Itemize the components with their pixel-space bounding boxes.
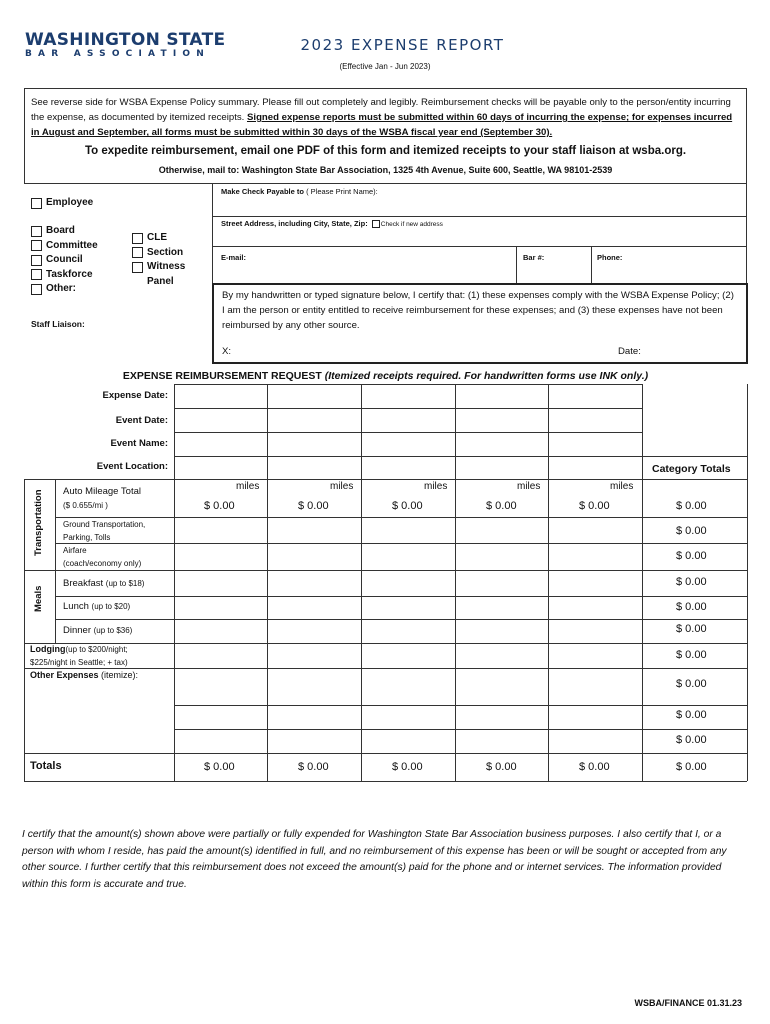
footer-certification: I certify that the amount(s) shown above were partially or fully expended for Washington State Bar Association business purposes. I also certify that I, or a person with whom I reside, has paid the amount(s) identified in full, and no reimbursement of this expense has been or will be sought or accepted from any other source. I further certify that this reimbursement does not exceed the amount(s) paid for the phone and or internet services. The information provided within this form is accurate and true. (22, 829, 727, 890)
grid-row-line (174, 456, 642, 457)
new-address-label: Check if new address (380, 221, 443, 228)
grid-row-line (24, 479, 747, 480)
grid-side-divider (55, 479, 56, 643)
miles-label-3: miles (424, 481, 448, 492)
grid-col-line (174, 384, 175, 781)
lunch-limit: (up to $20) (91, 602, 131, 611)
mileage-amount-3[interactable]: $ 0.00 (392, 500, 423, 512)
miles-label-1: miles (236, 481, 260, 492)
dinner-text: Dinner (63, 625, 91, 636)
event-location-label: Event Location: (96, 461, 168, 472)
lunch-label (63, 601, 130, 612)
breakfast-label (63, 578, 144, 589)
email-label: E-mail: (221, 253, 247, 262)
other-label: Other: (46, 283, 76, 294)
miles-label-5: miles (610, 481, 634, 492)
taskforce-label: Taskforce (46, 268, 93, 280)
grid-col-line (361, 384, 362, 781)
other-expenses-note: (itemize): (101, 670, 139, 680)
ground-transport-line1: Ground Transportation, (63, 520, 146, 529)
signature-certification-text: By my handwritten or typed signature below, I certify that: (1) these expenses comply with the WSBA Expense Policy; (2) I am the person or entity entitled to receive reimbursement for these expenses; and (3) these expenses have not been reimbursed by any other source. (222, 290, 734, 331)
category-total-7[interactable]: $ 0.00 (676, 649, 707, 661)
phone-label: Phone: (597, 253, 623, 262)
grid-col-line (642, 384, 643, 781)
category-total-4[interactable]: $ 0.00 (676, 576, 707, 588)
bar-number-label: Bar #: (523, 253, 545, 262)
grid-row-line (24, 781, 747, 782)
category-total-9[interactable]: $ 0.00 (676, 709, 707, 721)
meals-label: Meals (33, 585, 44, 612)
grid-col-line (548, 384, 549, 781)
instructions-intro: See reverse side for WSBA Expense Policy summary. Please fill out completely and legibly. Reimbursement checks will be payable only to the person/entity incurring the expense, as documented by itemized receipts. (31, 97, 731, 123)
breakfast-limit: (up to $18) (105, 579, 145, 588)
grid-col-line (747, 384, 748, 781)
column-total-3[interactable]: $ 0.00 (392, 761, 423, 773)
lodging-label (30, 643, 128, 669)
ground-transport-line2: Parking, Tolls (63, 532, 111, 542)
cle-label: CLE (147, 232, 167, 243)
mileage-rate: ($ 0.655/mi ) (63, 501, 108, 510)
grid-row-line (174, 408, 642, 409)
expense-date-label: Expense Date: (102, 390, 168, 401)
category-total-11[interactable]: $ 0.00 (676, 761, 707, 773)
category-total-3[interactable]: $ 0.00 (676, 550, 707, 562)
other-expenses-text: Other Expenses (30, 670, 99, 680)
miles-label-2: miles (330, 481, 354, 492)
council-label: Council (46, 254, 83, 265)
employee-label: Employee (46, 197, 94, 208)
lodging-limit-1: (up to $200/night; (65, 645, 128, 654)
instructions-deadline: Signed expense reports must be submitted within 60 days of incurring the expense; for expenses incurred in August and September, all forms must be submitted within 30 days of the WSBA fiscal year end (September 30). (31, 112, 733, 138)
dinner-label (63, 625, 132, 636)
column-total-5[interactable]: $ 0.00 (579, 761, 610, 773)
logo-line-2: BAR ASSOCIATION (25, 49, 210, 59)
column-total-4[interactable]: $ 0.00 (486, 761, 517, 773)
check-payable-note: ( Please Print Name): (306, 187, 378, 196)
column-total-1[interactable]: $ 0.00 (204, 761, 235, 773)
grid-col-line (267, 384, 268, 781)
expense-heading-text: EXPENSE REIMBURSEMENT REQUEST (122, 370, 322, 382)
mileage-amount-5[interactable]: $ 0.00 (579, 500, 610, 512)
page-subtitle: (Effective Jan - Jun 2023) (339, 62, 431, 71)
street-address-label: Street Address, including City, State, Zip: (221, 219, 368, 228)
airfare-line2: (coach/economy only) (63, 558, 142, 568)
email-instructions: To expedite reimbursement, email one PDF of this form and itemized receipts to your staff liaison at wsba.org. (84, 145, 687, 157)
miles-label-4: miles (517, 481, 541, 492)
category-total-1[interactable]: $ 0.00 (676, 500, 707, 512)
grid-row-line (642, 456, 747, 457)
grid-row-line (24, 753, 747, 754)
category-total-8[interactable]: $ 0.00 (676, 678, 707, 690)
lodging-limit-2: $225/night in Seattle; + tax) (30, 658, 128, 667)
lodging-text: Lodging (30, 644, 66, 654)
witness-label: Witness (147, 261, 186, 272)
section-label: Section (147, 246, 184, 258)
category-total-10[interactable]: $ 0.00 (676, 734, 707, 746)
column-total-2[interactable]: $ 0.00 (298, 761, 329, 773)
event-name-label: Event Name: (110, 438, 168, 449)
breakfast-text: Breakfast (63, 578, 104, 589)
staff-liaison-label: Staff Liaison: (31, 319, 85, 329)
grid-left-edge (24, 479, 25, 781)
committee-label: Committee (46, 239, 98, 251)
mileage-label: Auto Mileage Total (63, 486, 141, 497)
check-payable-label: Make Check Payable to (221, 187, 304, 196)
totals-label: Totals (30, 760, 62, 772)
grid-row-line (55, 596, 747, 597)
signature-x-label[interactable]: X: (222, 346, 232, 357)
grid-row-line (174, 705, 747, 706)
form-code: WSBA/FINANCE 01.31.23 (634, 998, 742, 1008)
grid-row-line (55, 619, 747, 620)
grid-row-line (55, 543, 747, 544)
grid-row-line (174, 384, 642, 385)
board-label: Board (46, 225, 75, 236)
panel-label: Panel (147, 275, 174, 287)
airfare-line1: Airfare (63, 546, 87, 555)
ground-transport-label (63, 519, 145, 544)
category-total-2[interactable]: $ 0.00 (676, 525, 707, 537)
grid-row-line (24, 643, 747, 644)
mileage-amount-2[interactable]: $ 0.00 (298, 500, 329, 512)
grid-col-line (455, 384, 456, 781)
page-title: 2023 EXPENSE REPORT (300, 36, 505, 54)
logo-line-1: WASHINGTON STATE (25, 30, 226, 50)
event-date-label: Event Date: (115, 415, 168, 426)
mileage-amount-4[interactable]: $ 0.00 (486, 500, 517, 512)
grid-row-line (24, 668, 747, 669)
signature-date-label[interactable]: Date: (618, 346, 641, 357)
category-total-6[interactable]: $ 0.00 (676, 623, 707, 635)
dinner-limit: (up to $36) (93, 626, 133, 635)
grid-row-line (174, 432, 642, 433)
lunch-text: Lunch (63, 601, 89, 612)
grid-row-line (24, 570, 747, 571)
grid-row-line (55, 517, 747, 518)
grid-row-line (174, 729, 747, 730)
expense-heading-note: (Itemized receipts required. For handwritten forms use INK only.) (324, 370, 649, 382)
mileage-amount-1[interactable]: $ 0.00 (204, 500, 235, 512)
category-total-5[interactable]: $ 0.00 (676, 601, 707, 613)
category-totals-header: Category Totals (652, 463, 731, 475)
mail-instructions: Otherwise, mail to: Washington State Bar Association, 1325 4th Avenue, Suite 600, Seattle, WA 98101-2539 (158, 165, 613, 175)
other-expenses-label (30, 670, 138, 680)
transportation-label: Transportation (33, 489, 44, 557)
airfare-label (63, 545, 141, 570)
